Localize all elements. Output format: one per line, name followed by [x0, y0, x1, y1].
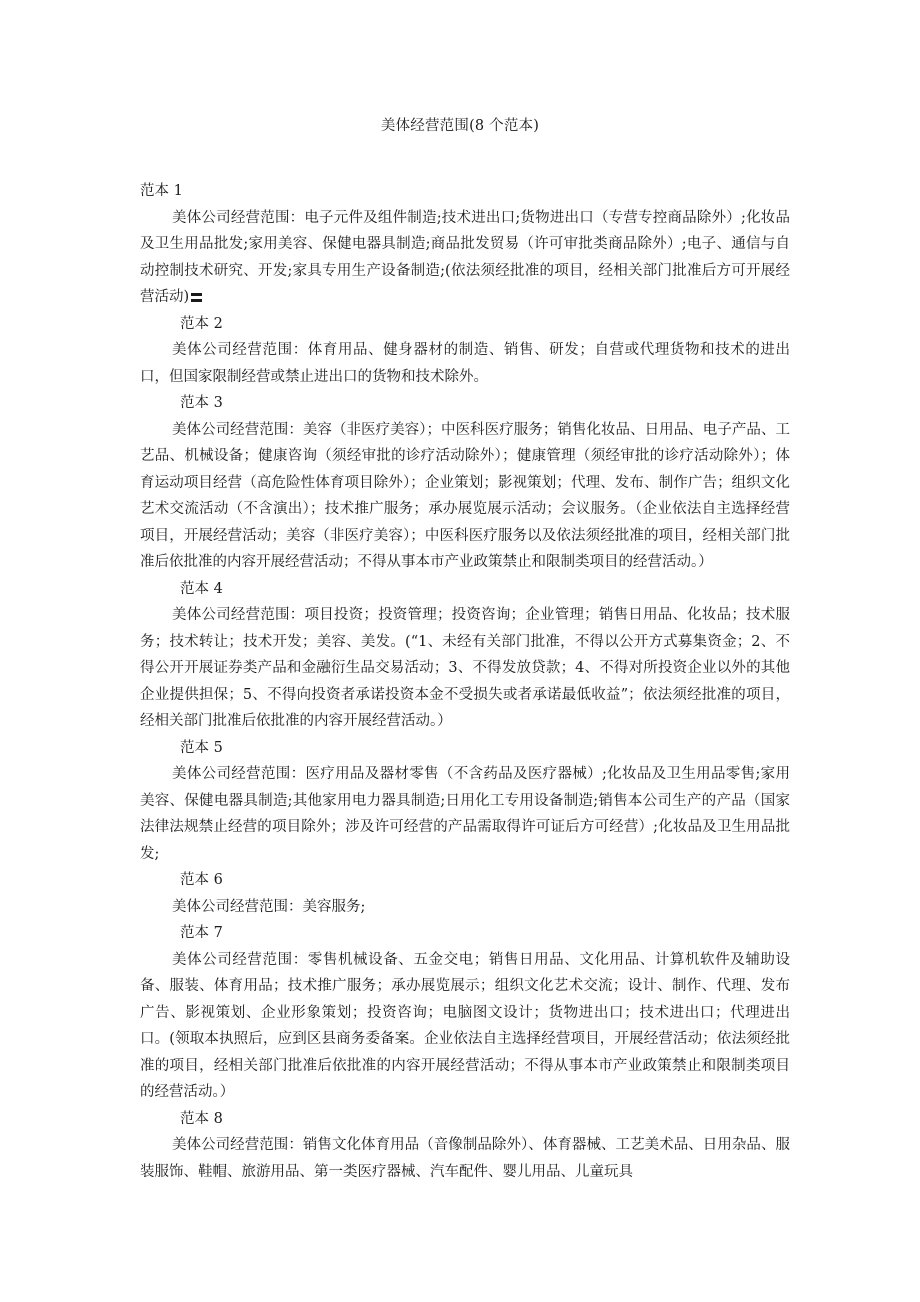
section-body: 美体公司经营范围：体育用品、健身器材的制造、销售、研发；自营或代理货物和技术的进出口，但国家限制经营或禁止进出口的货物和技术除外。 [140, 342, 790, 385]
section-label: 范本 4 [180, 580, 223, 597]
section-body: 美体公司经营范围：美容（非医疗美容）；中医科医疗服务；销售化妆品、日用品、电子产品、工艺品、机械设备；健康咨询（须经审批的诊疗活动除外）；健康管理（须经审批的诊疗活动除外）；体育运动项目经营（高危险性体育项目除外）；企业策划；影视策划；代理、发布、制作广告；组织文化艺术交流活动（不含演出）；技术推广服务；承办展览展示活动；会议服务。（企业依法自主选择经营项目，开展经营活动；美容（非医疗美容）；中医科医疗服务以及依法须经批准的项目，经相关部门批准后依批准的内容开展经营活动；不得从事本市产业政策禁止和限制类项目的经营活动。） [140, 421, 790, 570]
section-3 [140, 390, 790, 576]
section-body [140, 205, 790, 311]
section-5 [140, 735, 790, 868]
section-label: 范本 5 [180, 739, 223, 756]
section-6 [140, 867, 790, 920]
section-label: 范本 7 [180, 925, 223, 941]
document-title: 美体经营范围(8 个范本) [380, 118, 540, 134]
section-body: 美体公司经营范围：零售机械设备、五金交电；销售日用品、文化用品、计算机软件及辅助设备、服装、体育用品；技术推广服务；承办展览展示；组织文化艺术交流；设计、制作、代理、发布广告、影视策划、企业形象策划；投资咨询；电脑图文设计；货物进出口；技术进出口；代理进出口。(领取本执照后，应到区县商务委备案。企业依法自主选择经营项目，开展经营活动；依法须经批准的项目，经相关部门批准后依批准的内容开展经营活动；不得从事本市产业政策禁止和限制类项目的经营活动。） [140, 951, 790, 1100]
section-body: 美体公司经营范围：医疗用品及器材零售（不含药品及医疗器械）;化妆品及卫生用品零售;家用美容、保健电器具制造;其他家用电力器具制造;日用化工专用设备制造;销售本公司生产的产品（国家法律法规禁止经营的项目除外；涉及许可经营的产品需取得许可证后方可经营）;化妆品及卫生用品批发; [140, 766, 790, 862]
section-7 [140, 920, 790, 1106]
section-body: 美体公司经营范围：项目投资；投资管理；投资咨询；企业管理；销售日用品、化妆品；技术服务；技术转让；技术开发；美容、美发。(“1、未经有关部门批准，不得以公开方式募集资金；2、不得公开开展证券类产品和金融衍生品交易活动；3、不得发放贷款；4、不得对所投资企业以外的其他企业提供担保；5、不得向投资者承诺投资本金不受损失或者承诺最低收益”；依法须经批准的项目，经相关部门批准后依批准的内容开展经营活动。） [140, 607, 790, 729]
section-1 [140, 178, 790, 311]
section-label: 范本 2 [180, 315, 223, 332]
section-label: 范本 3 [180, 395, 223, 411]
section-2 [140, 311, 790, 391]
section-body: 美体公司经营范围：销售文化体育用品（音像制品除外）、体育器械、工艺美术品、日用杂品、服装服饰、鞋帽、旅游用品、第一类医疗器械、汽车配件、婴儿用品、儿童玩具 [140, 1137, 790, 1180]
section-8 [140, 1106, 790, 1186]
section-label: 范本 6 [180, 872, 223, 888]
end-mark-icon [191, 293, 202, 302]
section-body-text: 美体公司经营范围：电子元件及组件制造;技术进出口;货物进出口（专营专控商品除外）;化妆品及卫生用品批发;家用美容、保健电器具制造;商品批发贸易（许可审批类商品除外）;电子、通信与自动控制技术研究、开发;家具专用生产设备制造;(依法须经批准的项目，经相关部门批准后方可开展经营活动) [140, 209, 790, 305]
section-body: 美体公司经营范围：美容服务; [172, 898, 366, 915]
section-label: 范本 1 [140, 183, 183, 199]
document-content [140, 178, 790, 1185]
section-label: 范本 8 [180, 1110, 223, 1127]
section-4 [140, 576, 790, 735]
